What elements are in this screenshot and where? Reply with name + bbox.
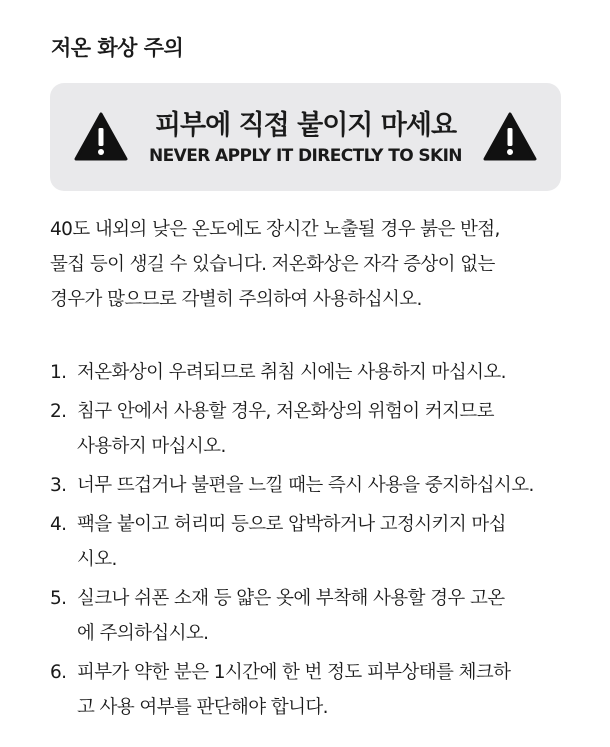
page-title: 저온 화상 주의: [51, 36, 184, 60]
intro-paragraph: [50, 212, 565, 317]
caution-list: [50, 355, 570, 729]
list-item-number: 1.: [50, 362, 67, 383]
warning-english-text: NEVER APPLY IT DIRECTLY TO SKIN: [149, 146, 462, 166]
list-item-text: 침구 안에서 사용할 경우, 저온화상의 위험이 커지므로: [77, 401, 494, 422]
list-item: [50, 355, 570, 390]
intro-line: 경우가 많으므로 각별히 주의하여 사용하십시오.: [50, 289, 422, 310]
intro-line: 물집 등이 생길 수 있습니다. 저온화상은 자각 증상이 없는: [50, 254, 495, 275]
list-item: [50, 581, 570, 651]
list-item-text: 시오.: [77, 549, 117, 570]
list-item-text: 피부가 약한 분은 1시간에 한 번 정도 피부상태를 체크하: [77, 662, 511, 683]
list-item-text: 너무 뜨겁거나 불편을 느낄 때는 즉시 사용을 중지하십시오.: [77, 475, 534, 496]
list-item-text: 팩을 붙이고 허리띠 등으로 압박하거나 고정시키지 마십: [77, 514, 506, 535]
list-item-number: 3.: [50, 475, 67, 496]
list-item: [50, 468, 570, 503]
warning-korean-text: 피부에 직접 붙이지 마세요: [154, 110, 457, 141]
list-item-number: 6.: [50, 662, 67, 683]
list-item-number: 2.: [50, 401, 67, 422]
intro-line: 40도 내외의 낮은 온도에도 장시간 노출될 경우 붉은 반점,: [50, 219, 500, 240]
list-item-text: 고 사용 여부를 판단해야 합니다.: [77, 697, 328, 718]
list-item-text: 저온화상이 우려되므로 취침 시에는 사용하지 마십시오.: [77, 362, 506, 383]
list-item: [50, 394, 570, 464]
list-item: [50, 507, 570, 577]
warning-box: [50, 83, 561, 191]
warning-triangle-icon: [483, 112, 537, 162]
list-item-number: 5.: [50, 588, 67, 609]
list-item-number: 4.: [50, 514, 67, 535]
list-item-text: 실크나 쉬폰 소재 등 얇은 옷에 부착해 사용할 경우 고온: [77, 588, 505, 609]
list-item: [50, 655, 570, 725]
list-item-text: 에 주의하십시오.: [77, 623, 209, 644]
list-item-text: 사용하지 마십시오.: [77, 436, 226, 457]
